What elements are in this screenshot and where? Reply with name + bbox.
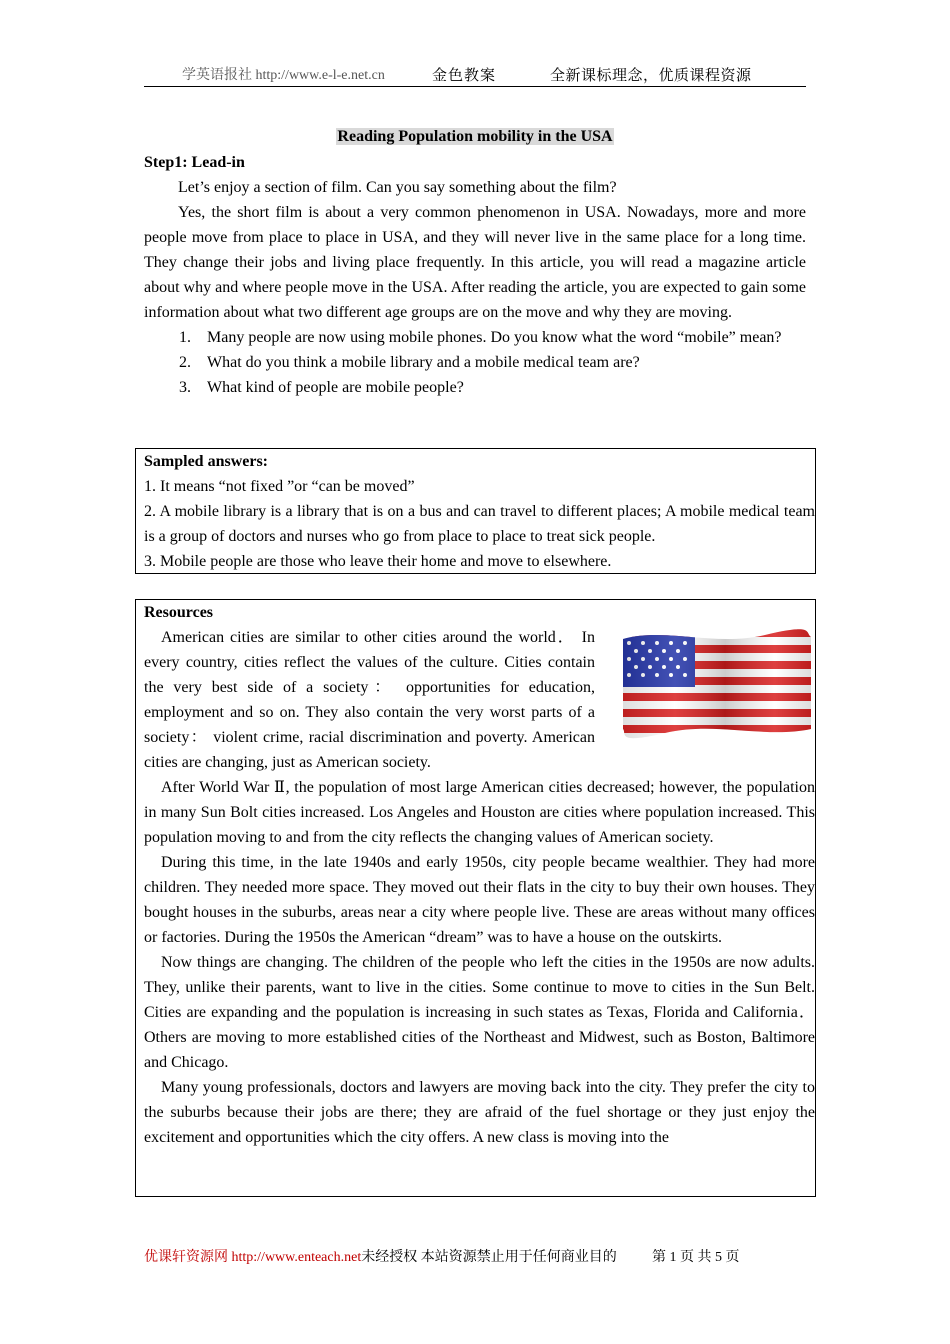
step1-section: [144, 150, 806, 400]
question-item: [144, 375, 806, 400]
resources-heading: Resources: [144, 604, 214, 621]
question-text: Many people are now using mobile phones. Do you know what the word “mobile” mean?: [207, 329, 782, 346]
question-number: 1.: [179, 329, 191, 346]
us-flag-icon: [615, 629, 815, 747]
resources-paragraph: After World War Ⅱ, the population of most large American cities decreased; however, the population in many Sun Bolt cities increased. Los Angeles and Houston are cities where population increased. This population moving to and from the city reflects the changing values of American society.: [144, 779, 815, 846]
document-title: [0, 126, 950, 148]
question-number: 3.: [179, 379, 191, 396]
footer-notice: 未经授权 本站资源禁止用于任何商业目的: [361, 1250, 617, 1265]
question-number: 2.: [179, 354, 191, 371]
header-brand: 金色教案: [432, 68, 497, 84]
sampled-answers-box: [135, 448, 816, 574]
answer-item: 2. A mobile library is a library that is on a bus and can travel to different places; A mobile medical team is a group of doctors and nurses who go from place to place to treat sick people.: [144, 503, 815, 545]
answer-item: 3. Mobile people are those who leave their home and move to elsewhere.: [144, 553, 612, 570]
resources-box: [135, 599, 816, 1197]
question-item: [144, 325, 806, 350]
page-footer: [144, 1246, 740, 1266]
resources-paragraph: Now things are changing. The children of the people who left the cities in the 1950s are now adults. They, unlike their parents, want to live in the cities. Some continue to move to cities in the Sun Belt. Cities are expanding and the population is increasing in such states as Texas, Florida and California． Others are moving to more established cities of the Northeast and Midwest, such as Boston, Baltimore and Chicago.: [144, 954, 815, 1071]
header-slogan: 全新课标理念，优质课程资源: [550, 68, 752, 84]
resources-paragraph: [144, 625, 815, 775]
footer-source-link[interactable]: 优课轩资源网 http://www.enteach.net: [144, 1250, 362, 1265]
question-list: [144, 325, 806, 400]
question-text: What do you think a mobile library and a mobile medical team are?: [207, 354, 640, 371]
step1-heading: Step1: Lead-in: [144, 154, 245, 171]
resources-paragraph: During this time, in the late 1940s and early 1950s, city people became wealthier. They had more children. They needed more space. They moved out their flats in the city to buy their own houses. They bought houses in the suburbs, areas near a city where people live. These are areas without many offices or factories. During the 1950s the American “dream” was to have a house on the outskirts.: [144, 854, 815, 946]
step1-paragraph-2: Yes, the short film is about a very common phenomenon in USA. Nowadays, more and more people move from place to place in USA, and they will never live in the same place for a long time. They change their jobs and living place frequently. In this article, you will read a magazine article about why and where people move in the USA. After reading the article, you are expected to gain some information about what two different age groups are on the move and why they are moving.: [144, 204, 806, 321]
title-text: Reading Population mobility in the USA: [337, 128, 613, 145]
footer-page-number: 第 1 页 共 5 页: [652, 1250, 740, 1265]
resources-paragraph-text: American cities are similar to other cities around the world． In every country, cities reflect the values of the culture. Cities contain the very best side of a society： opportunities for education, employment and so on. They also contain the very worst parts of a society： violent crime, racial discrimination and poverty. American cities are changing, just as American society.: [144, 629, 595, 771]
question-text: What kind of people are mobile people?: [207, 379, 464, 396]
answers-heading: Sampled answers:: [144, 453, 269, 470]
resources-paragraph: Many young professionals, doctors and lawyers are moving back into the city. They prefer the city to the suburbs because their jobs are there; they are afraid of the fuel shortage or they just enjoy the excitement and opportunities which the city offers. A new class is moving into the: [144, 1079, 815, 1146]
page-header: [144, 62, 806, 87]
answer-item: 1. It means “not fixed ”or “can be moved”: [144, 478, 415, 495]
step1-paragraph-1: Let’s enjoy a section of film. Can you say something about the film?: [178, 179, 617, 196]
question-item: [144, 350, 806, 375]
header-site: 学英语报社 http://www.e-l-e.net.cn: [182, 68, 385, 83]
